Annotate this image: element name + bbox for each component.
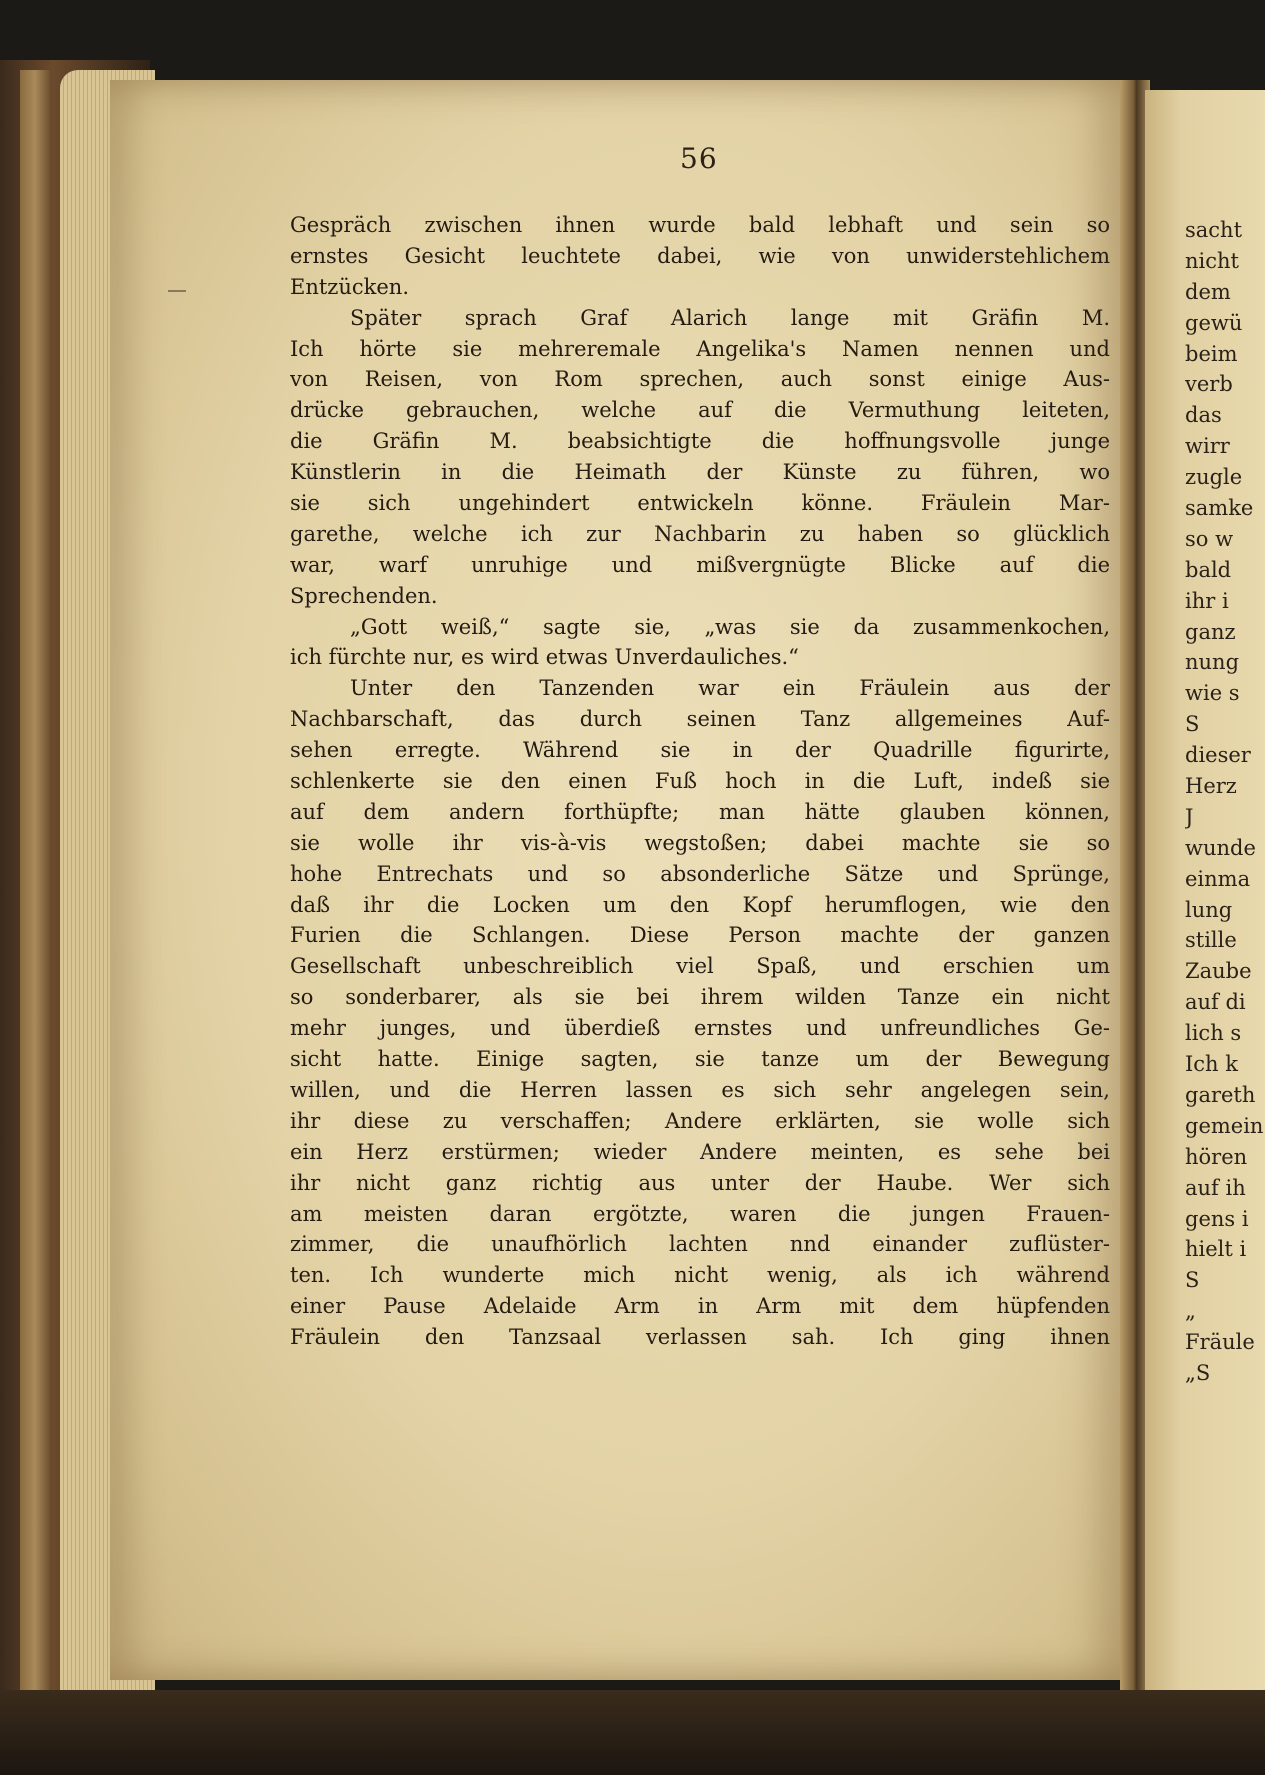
right-page-fragment: Ich k (1185, 1052, 1238, 1077)
right-page-fragment: S (1185, 1268, 1200, 1293)
text-line: sehen erregte. Während sie in der Quadrille figurirte, (290, 738, 1110, 763)
right-page-fragment: S (1185, 712, 1200, 737)
right-page-fragment: gewü (1185, 310, 1243, 335)
text-line: Ich hörte sie mehreremale Angelika's Namen nennen und (290, 336, 1110, 361)
right-page-fragment: bald (1185, 557, 1232, 582)
text-line: von Reisen, von Rom sprechen, auch sonst einige Aus- (290, 367, 1110, 392)
right-page-fragment: nicht (1185, 248, 1239, 273)
text-line: hohe Entrechats und so absonderliche Sätze und Sprünge, (290, 861, 1110, 886)
text-line: Fräulein den Tanzsaal verlassen sah. Ich ging ihnen (290, 1325, 1110, 1350)
page-number: 56 (680, 142, 718, 175)
text-line: ernstes Gesicht leuchtete dabei, wie von unwiderstehlichem (290, 243, 1110, 268)
right-page-fragment: hielt i (1185, 1237, 1247, 1262)
right-page-fragment: dieser (1185, 743, 1251, 768)
page-margin-mark (168, 290, 186, 292)
text-line: Entzücken. (290, 274, 409, 299)
right-page-fragment: wunde (1185, 835, 1256, 860)
text-line: drücke gebrauchen, welche auf die Vermuthung leiteten, (290, 398, 1110, 423)
text-line: ten. Ich wunderte mich nicht wenig, als ich während (290, 1263, 1110, 1288)
text-line: auf dem andern forthüpfte; man hätte glauben können, (290, 799, 1110, 824)
right-page-fragment: sacht (1185, 218, 1243, 242)
text-line: so sonderbarer, als sie bei ihrem wilden Tanze ein nicht (290, 985, 1110, 1010)
right-page-text (1185, 215, 1265, 1389)
right-page-fragment: lung (1185, 897, 1233, 922)
text-line: Furien die Schlangen. Diese Person machte der ganzen (290, 923, 1110, 948)
right-page-fragment: Fräule (1185, 1330, 1255, 1355)
right-page-fragment: ihr i (1185, 588, 1229, 613)
right-page-fragment: wie s (1185, 681, 1240, 706)
right-page-fragment: zugle (1185, 465, 1243, 490)
text-line: sicht hatte. Einige sagten, sie tanze um der Bewegung (290, 1047, 1110, 1072)
text-line: ich fürchte nur, es wird etwas Unverdauliches.“ (290, 645, 799, 670)
text-line: Gesellschaft unbeschreiblich viel Spaß, und erschien um (290, 954, 1110, 979)
bottom-edge (0, 1690, 1265, 1775)
right-page-fragment: Herz (1185, 774, 1237, 799)
text-line: Gespräch zwischen ihnen wurde bald lebhaft und sein so (290, 213, 1110, 237)
cover-edge (20, 70, 50, 1760)
right-page-fragment: gens i (1185, 1206, 1249, 1231)
text-line: mehr junges, und überdieß ernstes und unfreundliches Ge- (290, 1016, 1110, 1041)
right-page-fragment: verb (1185, 372, 1233, 397)
text-line: Sprechenden. (290, 583, 438, 608)
text-line: zimmer, die unaufhörlich lachten nnd einander zuflüster- (290, 1232, 1110, 1257)
text-line: garethe, welche ich zur Nachbarin zu haben so glücklich (290, 521, 1110, 546)
right-page-fragment: das (1185, 403, 1222, 428)
right-page-fragment: hören (1185, 1144, 1248, 1169)
right-page-fragment: „S (1185, 1360, 1211, 1385)
text-line: die Gräfin M. beabsichtigte die hoffnungsvolle junge (290, 429, 1110, 454)
text-line: sie wolle ihr vis-à-vis wegstoßen; dabei machte sie so (290, 830, 1110, 855)
text-line: am meisten daran ergötzte, waren die jungen Frauen- (290, 1201, 1110, 1226)
text-line: war, warf unruhige und mißvergnügte Blicke auf die (290, 552, 1110, 577)
text-line: sie sich ungehindert entwickeln könne. Fräulein Mar- (290, 491, 1110, 516)
right-page-fragment: nung (1185, 650, 1240, 675)
text-line: einer Pause Adelaide Arm in Arm mit dem hüpfenden (290, 1294, 1110, 1319)
text-line: ihr diese zu verschaffen; Andere erklärten, sie wolle sich (290, 1108, 1110, 1133)
text-line: willen, und die Herren lassen es sich sehr angelegen sein, (290, 1077, 1110, 1102)
text-line: „Gott weiß,“ sagte sie, „was sie da zusammenkochen, (350, 614, 1110, 639)
right-page-fragment: beim (1185, 341, 1238, 366)
right-page-fragment: stille (1185, 928, 1237, 953)
text-line: Unter den Tanzenden war ein Fräulein aus der (350, 676, 1110, 701)
right-page-fragment: ganz (1185, 619, 1236, 644)
text-line: Nachbarschaft, das durch seinen Tanz allgemeines Auf- (290, 707, 1110, 732)
right-page-fragment: lich s (1185, 1021, 1242, 1046)
text-line: ein Herz erstürmen; wieder Andere meinten, es sehe bei (290, 1139, 1110, 1164)
right-page-fragment: so w (1185, 526, 1234, 551)
right-page-fragment: auf di (1185, 990, 1246, 1015)
right-page-fragment: gareth (1185, 1082, 1256, 1107)
right-page-fragment: „ (1185, 1299, 1196, 1324)
right-page-fragment: J (1185, 804, 1194, 829)
right-page-fragment: wirr (1185, 434, 1230, 459)
text-line: Später sprach Graf Alarich lange mit Gräfin M. (350, 305, 1110, 330)
right-page-fragment: Zaube (1185, 959, 1252, 984)
text-line: ihr nicht ganz richtig aus unter der Haube. Wer sich (290, 1170, 1110, 1195)
left-page-text (290, 210, 1110, 1353)
text-line: daß ihr die Locken um den Kopf herumflogen, wie den (290, 892, 1110, 917)
right-page-fragment: einma (1185, 866, 1251, 891)
right-page-fragment: gemein (1185, 1113, 1264, 1138)
text-line: schlenkerte sie den einen Fuß hoch in die Luft, indeß sie (290, 769, 1110, 794)
right-page-fragment: auf ih (1185, 1175, 1246, 1200)
text-line: Künstlerin in die Heimath der Künste zu führen, wo (290, 460, 1110, 485)
right-page-fragment: samke (1185, 496, 1254, 521)
right-page-fragment: dem (1185, 279, 1231, 304)
